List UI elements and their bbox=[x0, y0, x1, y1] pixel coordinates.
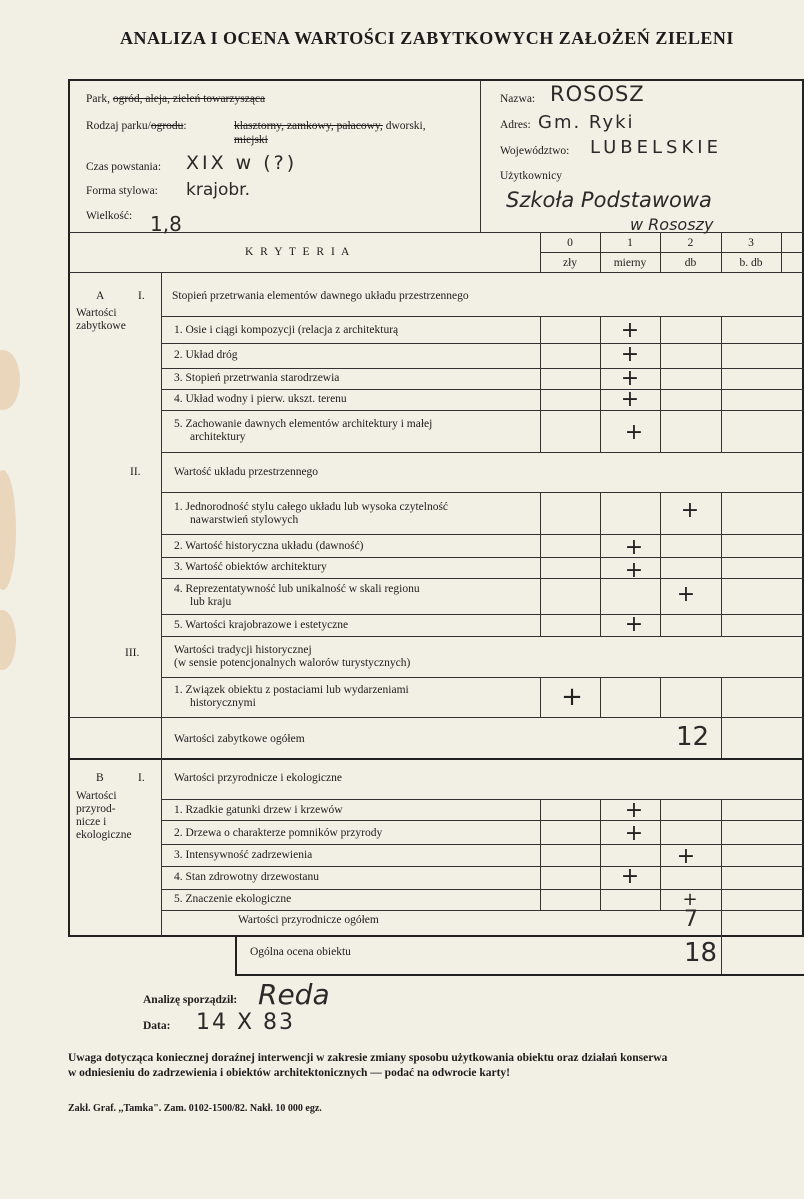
name-label: Nazwa: bbox=[500, 93, 536, 105]
voivodeship-value: LUBELSKIE bbox=[590, 137, 722, 158]
style-label: Forma stylowa: bbox=[86, 185, 158, 197]
name-value: ROSOSZ bbox=[550, 82, 645, 106]
score-1-label: mierny bbox=[613, 257, 647, 269]
mark-a2-1: + bbox=[680, 498, 700, 523]
section-a-total-label: Wartości zabytkowe ogółem bbox=[174, 733, 305, 745]
size-value: 1,8 bbox=[150, 212, 182, 236]
mark-b1-3: + bbox=[676, 844, 696, 869]
group-a2-title: Wartość układu przestrzennego bbox=[174, 466, 319, 478]
criterion-a2-2: 2. Wartość historyczna układu (dawność) bbox=[174, 540, 364, 552]
mark-a1-5: + bbox=[624, 420, 644, 445]
criterion-a1-4: 4. Układ wodny i pierw. ukszt. terenu bbox=[174, 393, 347, 405]
users-label: Użytkownicy bbox=[500, 170, 562, 182]
score-0-label: zły bbox=[562, 257, 578, 269]
paper-stain bbox=[0, 610, 16, 670]
section-b-letter: B bbox=[96, 772, 104, 784]
users-value-line1: Szkoła Podstawowa bbox=[506, 188, 712, 212]
paper-stain bbox=[0, 470, 16, 590]
style-value: krajobr. bbox=[186, 180, 250, 200]
criterion-b1-3: 3. Intensywność zadrzewienia bbox=[174, 849, 313, 861]
overall-value: 18 bbox=[684, 938, 718, 968]
criterion-a2-5: 5. Wartości krajobrazowe i estetyczne bbox=[174, 619, 349, 631]
criterion-b1-5: 5. Znaczenie ekologiczne bbox=[174, 893, 292, 905]
score-2-label: db bbox=[684, 257, 697, 269]
criterion-b1-4: 4. Stan zdrowotny drzewostanu bbox=[174, 871, 319, 883]
mark-a1-1: + bbox=[620, 318, 640, 343]
date-value: 14 X 83 bbox=[196, 1010, 296, 1035]
mark-b1-2: + bbox=[624, 821, 644, 846]
criterion-a3-1-cont: historycznymi bbox=[190, 697, 256, 709]
section-a-roman: I. bbox=[138, 290, 145, 302]
users-value-line2: w Rososzy bbox=[630, 215, 714, 234]
section-b-name-4: ekologiczne bbox=[76, 829, 132, 841]
criterion-a3-1: 1. Związek obiektu z postaciami lub wydarzeniami bbox=[174, 684, 409, 696]
criterion-a2-4-cont: lub kraju bbox=[190, 596, 232, 608]
criterion-a2-1: 1. Jednorodność stylu całego układu lub wysoka czytelność bbox=[174, 501, 449, 513]
size-label: Wielkość: bbox=[86, 210, 133, 222]
mark-a3-1: + bbox=[561, 682, 583, 712]
criterion-a2-3: 3. Wartość obiektów architektury bbox=[174, 561, 327, 573]
section-b-total-value: 7 bbox=[684, 907, 698, 932]
section-b-name-3: nicze i bbox=[76, 816, 107, 828]
paper-stain bbox=[0, 350, 20, 410]
section-b-name-1: Wartości bbox=[76, 790, 117, 802]
park-kind-label: Rodzaj parku/ogrodu: bbox=[86, 120, 187, 132]
mark-a1-4: + bbox=[620, 387, 640, 412]
section-a-letter: A bbox=[96, 290, 105, 302]
criterion-b1-2: 2. Drzewa o charakterze pomników przyrody bbox=[174, 827, 383, 839]
criterion-a2-1-cont: nawarstwień stylowych bbox=[190, 514, 299, 526]
mark-a2-5: + bbox=[624, 612, 644, 637]
score-1-num: 1 bbox=[627, 237, 633, 249]
creation-time-label: Czas powstania: bbox=[86, 161, 162, 173]
park-kind-option-urban: miejski bbox=[234, 134, 268, 146]
section-b-roman: I. bbox=[138, 772, 145, 784]
criterion-a1-2: 2. Układ dróg bbox=[174, 349, 238, 361]
section-b-total-label: Wartości przyrodnicze ogółem bbox=[238, 914, 379, 926]
voivodeship-label: Województwo: bbox=[500, 145, 570, 157]
section-b-name-2: przyrod- bbox=[76, 803, 116, 815]
section-a-total-value: 12 bbox=[676, 722, 710, 752]
criterion-a1-5-cont: architektury bbox=[190, 431, 246, 443]
mark-b1-5: + bbox=[682, 889, 698, 910]
group-a3-roman: III. bbox=[125, 647, 140, 659]
section-a-name-2: zabytkowe bbox=[76, 320, 126, 332]
mark-a2-2: + bbox=[624, 535, 644, 560]
section-a-name-1: Wartości bbox=[76, 307, 117, 319]
score-3-num: 3 bbox=[748, 237, 754, 249]
park-type-label: Park, ogród, aleja, zieleń towarzysząca bbox=[86, 93, 266, 105]
address-label: Adres: bbox=[500, 119, 531, 131]
park-kind-options: klasztorny, zamkowy, pałacowy, dworski, bbox=[234, 120, 426, 132]
criterion-b1-1: 1. Rzadkie gatunki drzew i krzewów bbox=[174, 804, 343, 816]
group-a3-title-1: Wartości tradycji historycznej bbox=[174, 644, 312, 656]
group-a3-title-2: (w sensie potencjonalnych walorów turystycznych) bbox=[174, 657, 411, 669]
criterion-a1-5: 5. Zachowanie dawnych elementów architektury i małej bbox=[174, 418, 433, 430]
creation-time-value: XIX w (?) bbox=[186, 152, 298, 174]
criterion-a1-1: 1. Osie i ciągi kompozycji (relacja z architekturą bbox=[174, 324, 399, 336]
page-title: ANALIZA I OCENA WARTOŚCI ZABYTKOWYCH ZAŁOŻEŃ ZIELENI bbox=[120, 28, 734, 48]
date-label: Data: bbox=[143, 1020, 171, 1032]
group-a2-roman: II. bbox=[130, 466, 141, 478]
analysis-author-label: Analizę sporządził: bbox=[143, 994, 238, 1006]
score-2-num: 2 bbox=[687, 237, 694, 249]
overall-label: Ogólna ocena obiektu bbox=[250, 946, 351, 958]
mark-a2-4: + bbox=[676, 582, 696, 607]
score-3-label: b. db bbox=[739, 257, 763, 269]
mark-a1-3: + bbox=[620, 366, 640, 391]
mark-b1-1: + bbox=[624, 798, 644, 823]
notice-line-1: Uwaga dotycząca koniecznej doraźnej interwencji w zakresie zmiany sposobu użytkowania obiektu oraz działań konserwa bbox=[68, 1052, 668, 1064]
print-info: Zakł. Graf. ,,Tamka". Zam. 0102-1500/82. Nakł. 10 000 egz. bbox=[68, 1103, 322, 1114]
mark-a1-2: + bbox=[620, 342, 640, 367]
group-a1-title: Stopień przetrwania elementów dawnego układu przestrzennego bbox=[172, 290, 469, 302]
mark-b1-4: + bbox=[620, 864, 640, 889]
notice-line-2: w odniesieniu do zadrzewienia i obiektów architektonicznych — podać na odwrocie karty! bbox=[68, 1067, 511, 1079]
criterion-a2-4: 4. Reprezentatywność lub unikalność w skali regionu bbox=[174, 583, 420, 595]
score-0-num: 0 bbox=[567, 237, 573, 249]
mark-a2-3: + bbox=[624, 558, 644, 583]
address-value: Gm. Ryki bbox=[538, 112, 635, 133]
analysis-author-signature: Reda bbox=[258, 978, 330, 1011]
criteria-header: K R Y T E R I A bbox=[245, 246, 352, 258]
criterion-a1-3: 3. Stopień przetrwania starodrzewia bbox=[174, 372, 340, 384]
group-b1-title: Wartości przyrodnicze i ekologiczne bbox=[174, 772, 342, 784]
